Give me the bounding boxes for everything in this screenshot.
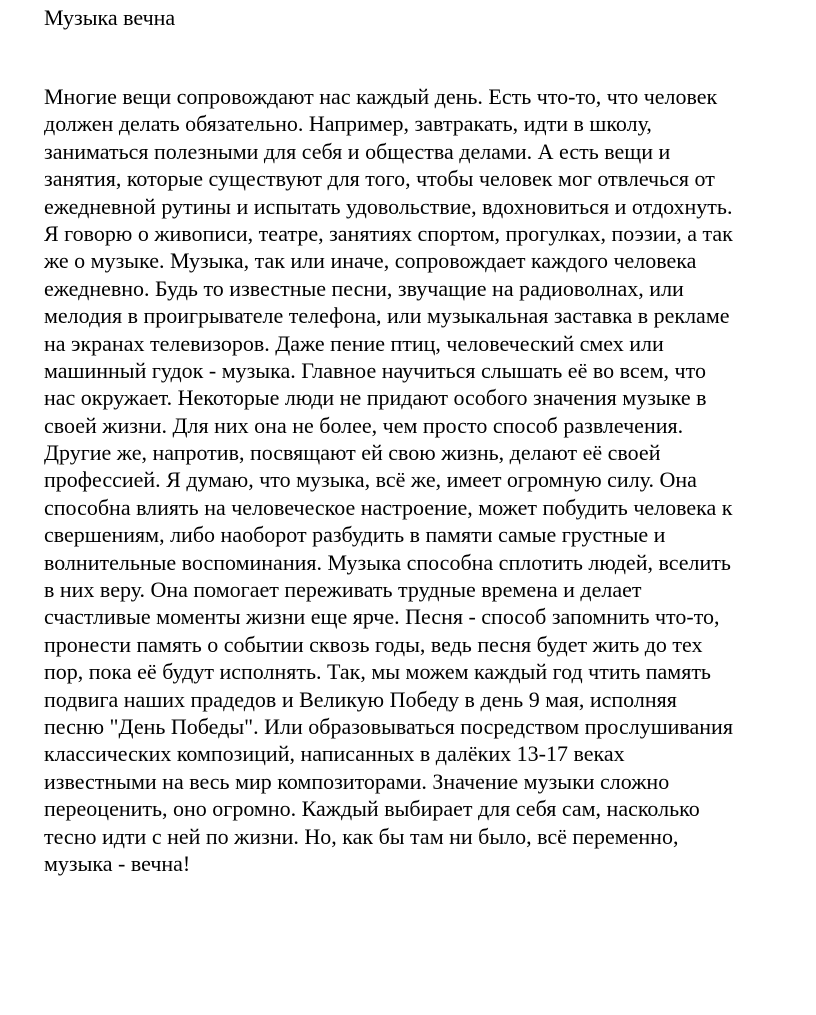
- body-line: в них веру. Она помогает переживать трудные времена и делает: [44, 577, 642, 603]
- body-line: на экранах телевизоров. Даже пение птиц, человеческий смех или: [44, 330, 664, 356]
- body-line: счастливые моменты жизни еще ярче. Песня - способ запомнить что-то,: [44, 604, 720, 630]
- body-line: песню "День Победы". Или образовываться посредством прослушивания: [44, 713, 733, 739]
- body-line: свершениям, либо наоборот разбудить в памяти самые грустные и: [44, 522, 666, 548]
- body-line: Я говорю о живописи, театре, занятиях спортом, прогулках, поэзии, а так: [44, 220, 733, 246]
- body-line: же о музыке. Музыка, так или иначе, сопровождает каждого человека: [44, 248, 697, 274]
- body-line: тесно идти с ней по жизни. Но, как бы там ни было, всё переменно,: [44, 823, 679, 849]
- body-line: пронести память о событии сквозь годы, ведь песня будет жить до тех: [44, 631, 703, 657]
- body-line: нас окружает. Некоторые люди не придают особого значения музыке в: [44, 385, 707, 411]
- body-line: занятия, которые существуют для того, чтобы человек мог отвлечься от: [44, 166, 715, 192]
- body-line: подвига наших прадедов и Великую Победу в день 9 мая, исполняя: [44, 686, 677, 712]
- body-line: пор, пока её будут исполнять. Так, мы можем каждый год чтить память: [44, 659, 711, 685]
- body-line: классических композиций, написанных в далёких 13-17 веках: [44, 741, 625, 767]
- body-line: ежедневно. Будь то известные песни, звучащие на радиоволнах, или: [44, 275, 684, 301]
- body-line: своей жизни. Для них она не более, чем просто способ развлечения.: [44, 412, 684, 438]
- document-title: Музыка вечна: [44, 5, 176, 30]
- body-line: профессией. Я думаю, что музыка, всё же, имеет огромную силу. Она: [44, 467, 697, 493]
- body-line: заниматься полезными для себя и общества делами. А есть вещи и: [44, 138, 671, 164]
- body-line: Многие вещи сопровождают нас каждый день. Есть что-то, что человек: [44, 84, 718, 109]
- body-line: способна влиять на человеческое настроение, может побудить человека к: [44, 494, 733, 520]
- body-line: ежедневной рутины и испытать удовольствие, вдохновиться и отдохнуть.: [44, 193, 733, 219]
- body-line: Другие же, напротив, посвящают ей свою жизнь, делают её своей: [44, 440, 661, 466]
- body-line: музыка - вечна!: [44, 850, 191, 876]
- body-line: машинный гудок - музыка. Главное научиться слышать её во всем, что: [44, 357, 706, 383]
- body-line: известными на весь мир композиторами. Значение музыки сложно: [44, 768, 670, 794]
- body-line: мелодия в проигрывателе телефона, или музыкальная заставка в рекламе: [44, 303, 730, 329]
- document-body: [44, 83, 814, 877]
- body-line: должен делать обязательно. Например, завтракать, идти в школу,: [44, 111, 652, 137]
- body-line: волнительные воспоминания. Музыка способна сплотить людей, вселить: [44, 549, 731, 575]
- body-line: переоценить, оно огромно. Каждый выбирает для себя сам, насколько: [44, 796, 700, 822]
